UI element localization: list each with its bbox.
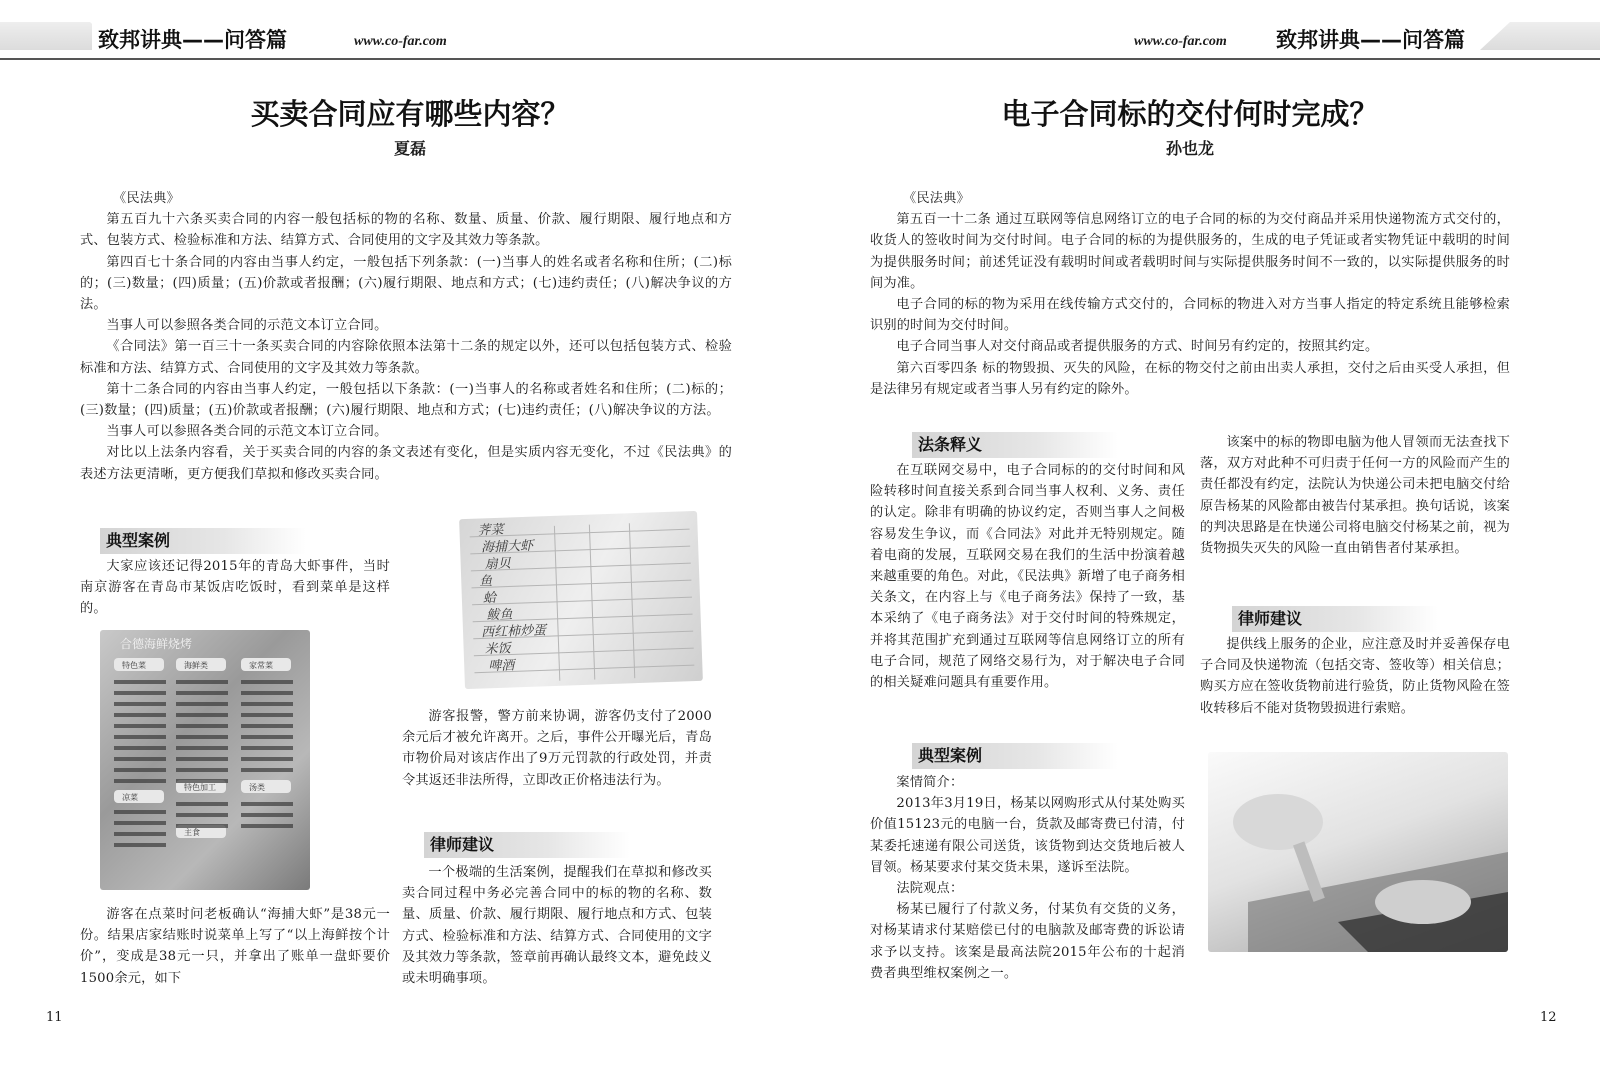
receipt-column [629, 523, 634, 678]
laptop-photo-graphic [1208, 752, 1508, 952]
right-case-heading: 典型案例 [912, 743, 1118, 769]
menu-item-line [176, 702, 228, 706]
right-intro-p: 《民法典》 [903, 191, 970, 206]
left-case-heading: 典型案例 [100, 528, 306, 554]
menu-item-line [241, 802, 293, 806]
menu-section-label: 主食 [184, 828, 200, 837]
left-intro-p: 当事人可以参照各类合同的示范文本订立合同。 [106, 424, 388, 440]
receipt-handwriting: 扇贝 [484, 556, 511, 573]
left-case-p1-text: 大家应该还记得2015年的青岛大虾事件，当时南京游客在青岛市某饭店吃饭时，看到菜单是这样的。 [80, 559, 390, 617]
menu-item-line [114, 810, 166, 814]
right-advice-text: 提供线上服务的企业，应注意及时并妥善保存电子合同及快递物流（包括交寄、签收等）相关信息；购买方应在签收货物前进行验货，防止货物风险在签收转移后不能对货物毁损进行索赔。 [1200, 637, 1510, 716]
site-url-right: www.co-far.com [1130, 34, 1231, 50]
receipt-handwriting: 米饭 [484, 641, 511, 658]
menu-item-line [114, 757, 166, 761]
menu-item-line [241, 824, 293, 828]
left-author: 夏磊 [393, 139, 426, 158]
left-intro-p: 当事人可以参照各类合同的示范文本订立合同。 [106, 318, 388, 334]
right-intro-p: 第六百零四条 标的物毁损、灭失的风险，在标的物交付之前由出卖人承担，交付之后由买受人承担，但是法律另有规定或者当事人另有约定的除外。 [870, 360, 1510, 397]
menu-item-line [114, 768, 166, 772]
right-case-intro-text: 2013年3月19日，杨某以网购形式从付某处购买价值15123元的电脑一台，货款及邮寄费已付清，付某委托速递有限公司送货，该货物到达交货地后被人冒领。杨某要求付某交货未果，遂诉至法院。 [870, 796, 1185, 875]
menu-item-line [114, 832, 166, 836]
left-case-p2 [80, 904, 390, 989]
left-intro-p: 第十二条合同的内容由当事人约定，一般包括以下条款：(一)当事人的名称或者姓名和住所；(二)标的；(三)数量；(四)质量；(五)价款或者报酬；(六)履行期限、地点和方式；(七)违约责任；(八)解决争议的方法。 [80, 381, 732, 419]
right-case-analysis [1200, 432, 1510, 559]
left-intro [80, 188, 732, 485]
laptop-photo [1208, 752, 1508, 952]
menu-item-line [176, 768, 228, 772]
receipt-photo [459, 511, 703, 689]
menu-section-label: 特色菜 [122, 661, 146, 670]
right-intro-p: 第五百一十二条 通过互联网等信息网络订立的电子合同的标的为交付商品并采用快递物流方式交付的，收货人的签收时间为交付时间。电子合同的标的为提供服务的，生成的电子凭证或者实物凭证中载明的时间为提供服务时间；前述凭证没有载明时间或者载明时间与实际提供服务时间不一致的，以实际提供服务的时间为准。 [870, 212, 1510, 291]
left-advice-text: 一个极端的生活案例，提醒我们在草拟和修改买卖合同过程中务必完善合同中的标的物的名称、数量、质量、价款、履行期限、履行地点和方式、包装方式、检验标准和方法、结算方式、合同使用的文字及其效力等条款，签章前再确认最终文本，避免歧义或未明确事项。 [402, 865, 712, 987]
receipt-handwriting: 啤酒 [488, 658, 515, 675]
menu-section-label: 家常菜 [249, 661, 273, 670]
menu-item-line [241, 713, 293, 717]
menu-item-line [241, 757, 293, 761]
left-case-p1 [80, 556, 390, 620]
left-title: 买卖合同应有哪些内容？ [250, 97, 570, 131]
menu-item-line [176, 735, 228, 739]
menu-section-label: 汤类 [249, 783, 265, 792]
menu-item-line [241, 680, 293, 684]
menu-item-line [114, 724, 166, 728]
menu-item-line [176, 779, 228, 783]
right-interp-text: 在互联网交易中，电子合同标的的交付时间和风险转移时间直接关系到合同当事人权利、义务、责任的认定。除非有明确的协议约定，否则当事人之间极容易发生争议，而《合同法》对此并无特别规定。随着电商的发展，互联网交易在我们的生活中扮演着越来越重要的角色。对此，《民法典》新增了电子商务相关条文，在内容上与《电子商务法》保持了一致，基本采纳了《电子商务法》对于交付时间的特殊规定，并将其范围扩充到通过互联网等信息网络订立的所有电子合同，规范了网络交易行为，对于解决电子合同的相关疑难问题具有重要作用。 [870, 463, 1185, 691]
left-intro-p: 第四百七十条合同的内容由当事人约定，一般包括下列条款：(一)当事人的姓名或者名称和住所；(二)标的；(三)数量；(四)质量；(五)价款或者报酬；(六)履行期限、地点和方式；(七)违约责任；(八)解决争议的方法。 [80, 254, 732, 313]
brand-right: 致邦讲典——问答篇 [1270, 24, 1471, 54]
receipt-rule [472, 597, 692, 605]
right-interp [870, 460, 1185, 693]
right-court-text: 杨某已履行了付款义务，付某负有交货的义务，对杨某请求付某赔偿已付的电脑款及邮寄费的诉讼请求予以支持。该案是最高法院2015年公布的十起消费者典型维权案例之一。 [870, 902, 1185, 981]
right-interp-heading: 法条释义 [912, 432, 1118, 458]
receipt-handwriting: 海捕大虾 [480, 538, 534, 556]
right-court-label: 法院观点： [896, 881, 964, 897]
receipt-handwriting: 蛤 [482, 590, 497, 607]
receipt-column [589, 525, 594, 680]
header-band-right [1480, 22, 1600, 50]
menu-item-line [176, 680, 228, 684]
left-intro-p: 《民法典》 [113, 191, 180, 206]
menu-photo-graphic [100, 630, 310, 890]
menu-item-line [176, 724, 228, 728]
right-advice-heading: 律师建议 [1232, 606, 1438, 632]
menu-item-line [241, 702, 293, 706]
receipt-handwriting: 西红柿炒蛋 [480, 623, 547, 641]
right-intro-p: 电子合同的标的物为采用在线传输方式交付的，合同标的物进入对方当事人指定的特定系统且能够检索识别的时间为交付时间。 [870, 297, 1510, 334]
right-case-analysis-text: 该案中的标的物即电脑为他人冒领而无法查找下落，双方对此种不可归责于任何一方的风险而产生的责任都没有约定，法院认为快递公司未把电脑交付给原告杨某的风险都由被告付某承担。换句话说，该案的判决思路是在快递公司将电脑交付杨某之前，视为货物损失灭失的风险一直由销售者付某承担。 [1200, 435, 1510, 557]
menu-item-line [176, 824, 228, 828]
menu-item-line [114, 821, 166, 825]
menu-item-line [241, 813, 293, 817]
menu-item-line [114, 691, 166, 695]
receipt-photo-graphic [459, 511, 703, 689]
left-intro-p: 《合同法》第一百三十一条买卖合同的内容除依照本法第十二条的规定以外，还可以包括包装方式、检验标准和方法、结算方式、合同使用的文字及其效力等条款。 [80, 339, 732, 376]
receipt-handwriting: 鲅鱼 [486, 607, 513, 624]
menu-item-line [176, 757, 228, 761]
menu-section-label: 海鲜类 [184, 661, 208, 670]
receipt-column [554, 526, 559, 681]
right-advice [1200, 634, 1510, 719]
site-url-left: www.co-far.com [350, 34, 451, 50]
menu-item-line [176, 691, 228, 695]
right-author: 孙也龙 [1165, 139, 1214, 158]
right-case [870, 772, 1185, 984]
right-case-intro-label: 案情简介： [896, 775, 964, 790]
menu-item-line [176, 813, 228, 817]
left-case-p3 [402, 706, 712, 791]
receipt-handwriting: 荠菜 [477, 522, 504, 539]
menu-item-line [114, 779, 166, 783]
menu-item-line [114, 735, 166, 739]
page-number-left: 11 [46, 1010, 63, 1025]
menu-item-line [176, 713, 228, 717]
left-case-p3-text: 游客报警，警方前来协调，游客仍支付了2000余元后才被允许离开。之后，事件公开曝光后，青岛市物价局对该店作出了9万元罚款的行政处罚，并责令其返还非法所得，立即改正价格违法行为。 [402, 709, 712, 788]
brand-left: 致邦讲典——问答篇 [92, 24, 293, 54]
receipt-rule [472, 580, 692, 588]
menu-item-line [114, 680, 166, 684]
menu-item-line [114, 713, 166, 717]
right-title: 电子合同标的交付何时完成？ [1001, 97, 1379, 131]
menu-photo [100, 630, 310, 890]
receipt-handwriting: 鱼 [479, 574, 493, 590]
menu-item-line [114, 746, 166, 750]
header-rule [0, 58, 1600, 60]
menu-item-line [241, 724, 293, 728]
page-number-right: 12 [1540, 1010, 1557, 1025]
menu-item-line [241, 735, 293, 739]
left-intro-p: 对比以上法条内容看，关于买卖合同的内容的条文表述有变化，但是实质内容无变化，不过《民法典》的表述方法更清晰，更方便我们草拟和修改买卖合同。 [80, 445, 732, 482]
menu-section-label: 特色加工 [184, 783, 216, 792]
menu-item-line [241, 768, 293, 772]
menu-item-line [176, 746, 228, 750]
menu-item-line [241, 746, 293, 750]
menu-item-line [114, 843, 166, 847]
left-case-p2-text: 游客在点菜时问老板确认“海捕大虾”是38元一份。结果店家结账时说菜单上写了“以上海鲜按个计价”，变成是38元一只，并拿出了账单一盘虾要价1500余元，如下 [80, 907, 390, 986]
menu-section-label: 凉菜 [122, 793, 138, 802]
left-advice-heading: 律师建议 [424, 832, 630, 858]
right-intro [870, 188, 1510, 400]
left-intro-p: 第五百九十六条买卖合同的内容一般包括标的物的名称、数量、质量、价款、履行期限、履行地点和方式、包装方式、检验标准和方法、结算方式、合同使用的文字及其效力等条款。 [80, 212, 732, 249]
left-advice [402, 862, 712, 989]
menu-item-line [241, 691, 293, 695]
menu-title: 合德海鲜烧烤 [120, 637, 193, 651]
right-intro-p: 电子合同当事人对交付商品或者提供服务的方式、时间另有约定的，按照其约定。 [896, 339, 1379, 355]
menu-item-line [114, 702, 166, 706]
menu-item-line [176, 802, 228, 806]
